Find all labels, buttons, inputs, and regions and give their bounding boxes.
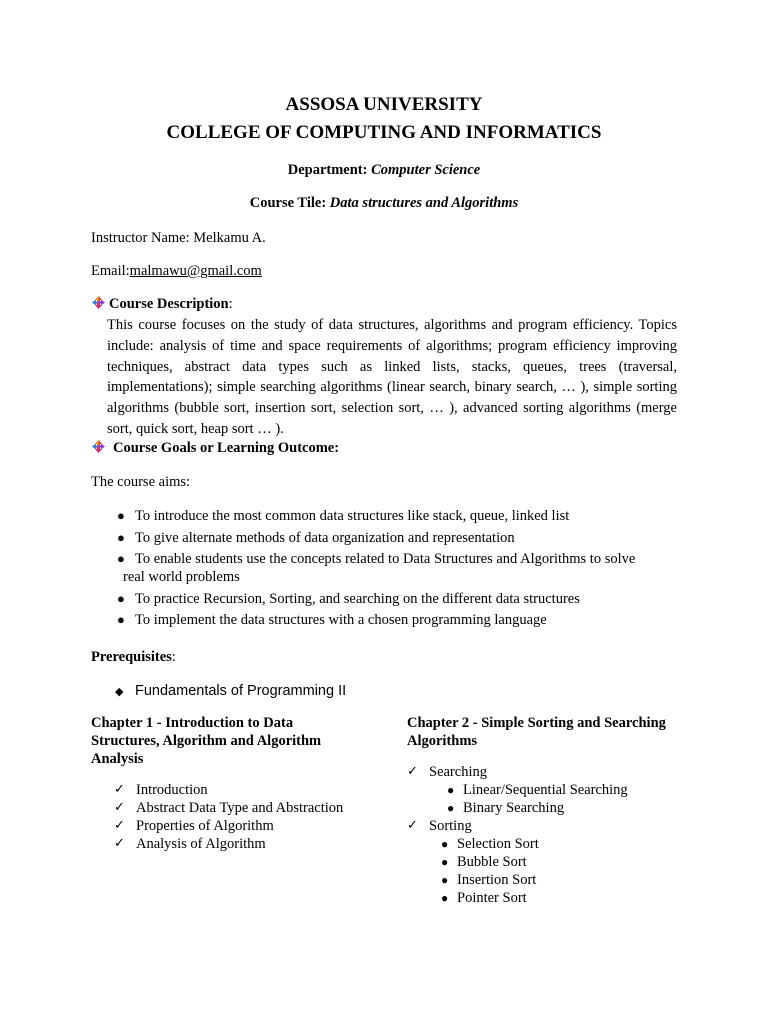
prerequisites-list xyxy=(115,682,346,701)
checkmark-icon: ✓ xyxy=(407,818,418,833)
list-item: ● Linear/Sequential Searching xyxy=(447,782,628,798)
course-description-title: Course Description xyxy=(109,296,229,312)
chapter-1-topics xyxy=(114,781,343,853)
bullet-dot-icon: ● xyxy=(117,590,125,606)
prerequisites-colon: : xyxy=(171,649,176,665)
course-title-line xyxy=(0,194,768,212)
course-description-colon: : xyxy=(228,296,233,312)
course-description-text xyxy=(107,315,677,440)
list-item: ● To practice Recursion, Sorting, and searching on the different data structures xyxy=(117,590,580,607)
bullet-dot-icon: ● xyxy=(441,855,449,869)
checkmark-icon: ✓ xyxy=(114,782,125,797)
university-name: ASSOSA UNIVERSITY xyxy=(285,94,483,115)
checkmark-icon: ✓ xyxy=(114,800,125,815)
checkmark-icon: ✓ xyxy=(114,818,125,833)
chapter-1-title: Chapter 1 - Introduction to Data Structures, Algorithm and Algorithm Analysis xyxy=(91,715,322,767)
course-goals-heading xyxy=(91,439,339,457)
list-item-continuation: real world problems xyxy=(123,569,240,585)
course-description-heading xyxy=(91,295,233,313)
email-label: Email: xyxy=(91,263,130,279)
list-item: ● To enable students use the concepts related to Data Structures and Algorithms to solve real world problems xyxy=(115,550,678,586)
four-color-arrow-icon xyxy=(91,439,106,454)
diamond-icon: ◆ xyxy=(115,686,124,698)
course-label: Course Tile: xyxy=(249,195,327,211)
course-description-paragraph: This course focuses on the study of data structures, algorithms and program efficiency. Topics include: analysis of time and space requirements of algorithms; program efficiency improving techniques, abstract data types such as linked lists, stacks, queues, trees (traversal, implementations); simple searching algorithms (linear search, binary search, … ), simple sorting algorithms (bubble sort, insertion sort, selection sort, … ), advanced sorting algorithms (merge sort, quick sort, heap sort … ). xyxy=(107,317,677,437)
bullet-dot-icon: ● xyxy=(447,783,455,797)
list-item: ● To introduce the most common data structures like stack, queue, linked list xyxy=(117,508,570,524)
chapter-2-title: Chapter 2 - Simple Sorting and Searching Algorithms xyxy=(407,715,666,749)
course-goals-title: Course Goals or Learning Outcome: xyxy=(113,440,340,456)
bullet-dot-icon: ● xyxy=(447,801,455,815)
list-item: ● Bubble Sort xyxy=(441,854,527,870)
course-value: Data structures and Algorithms xyxy=(329,195,519,211)
bullet-dot-icon: ● xyxy=(117,529,125,545)
list-item: ✓ Abstract Data Type and Abstraction xyxy=(114,800,344,816)
bullet-dot-icon: ● xyxy=(441,873,449,887)
four-color-arrow-icon xyxy=(91,295,106,310)
prerequisites-title: Prerequisites xyxy=(91,649,172,665)
email-link[interactable]: malmawu@gmail.com xyxy=(129,263,262,279)
chapter-2-topics xyxy=(407,763,628,907)
email-line xyxy=(91,262,262,280)
sorting-label: Sorting xyxy=(429,818,472,834)
prerequisite-item: Fundamentals of Programming II xyxy=(135,683,347,699)
list-item: ● To implement the data structures with a chosen programming language xyxy=(117,612,547,628)
bullet-dot-icon: ● xyxy=(117,612,125,627)
list-item: ● Insertion Sort xyxy=(441,872,537,888)
list-item: ● Binary Searching xyxy=(447,800,565,816)
list-item xyxy=(407,817,628,907)
list-item: ✓ Analysis of Algorithm xyxy=(114,836,266,852)
bullet-dot-icon: ● xyxy=(117,551,125,566)
list-item: ● Pointer Sort xyxy=(441,890,527,906)
department-line xyxy=(0,161,768,179)
searching-sublist xyxy=(407,781,628,817)
prerequisites-heading xyxy=(91,648,176,666)
college-name: COLLEGE OF COMPUTING AND INFORMATICS xyxy=(166,122,602,143)
searching-label: Searching xyxy=(429,764,487,780)
list-item: ● Selection Sort xyxy=(441,836,539,852)
list-item: ✓ Properties of Algorithm xyxy=(114,818,274,834)
bullet-dot-icon: ● xyxy=(117,508,125,523)
list-item: ● To give alternate methods of data organization and representation xyxy=(117,529,515,546)
list-item: ✓ Introduction xyxy=(114,782,208,798)
department-label: Department: xyxy=(287,162,368,178)
course-goals-list xyxy=(115,507,678,633)
course-aims-intro: The course aims: xyxy=(91,474,191,490)
checkmark-icon: ✓ xyxy=(407,764,418,779)
instructor-name: Instructor Name: Melkamu A. xyxy=(91,230,266,246)
checkmark-icon: ✓ xyxy=(114,836,125,851)
bullet-dot-icon: ● xyxy=(441,891,449,905)
bullet-dot-icon: ● xyxy=(441,837,449,851)
list-item xyxy=(407,763,628,817)
sorting-sublist xyxy=(407,835,628,907)
department-value: Computer Science xyxy=(371,162,481,178)
